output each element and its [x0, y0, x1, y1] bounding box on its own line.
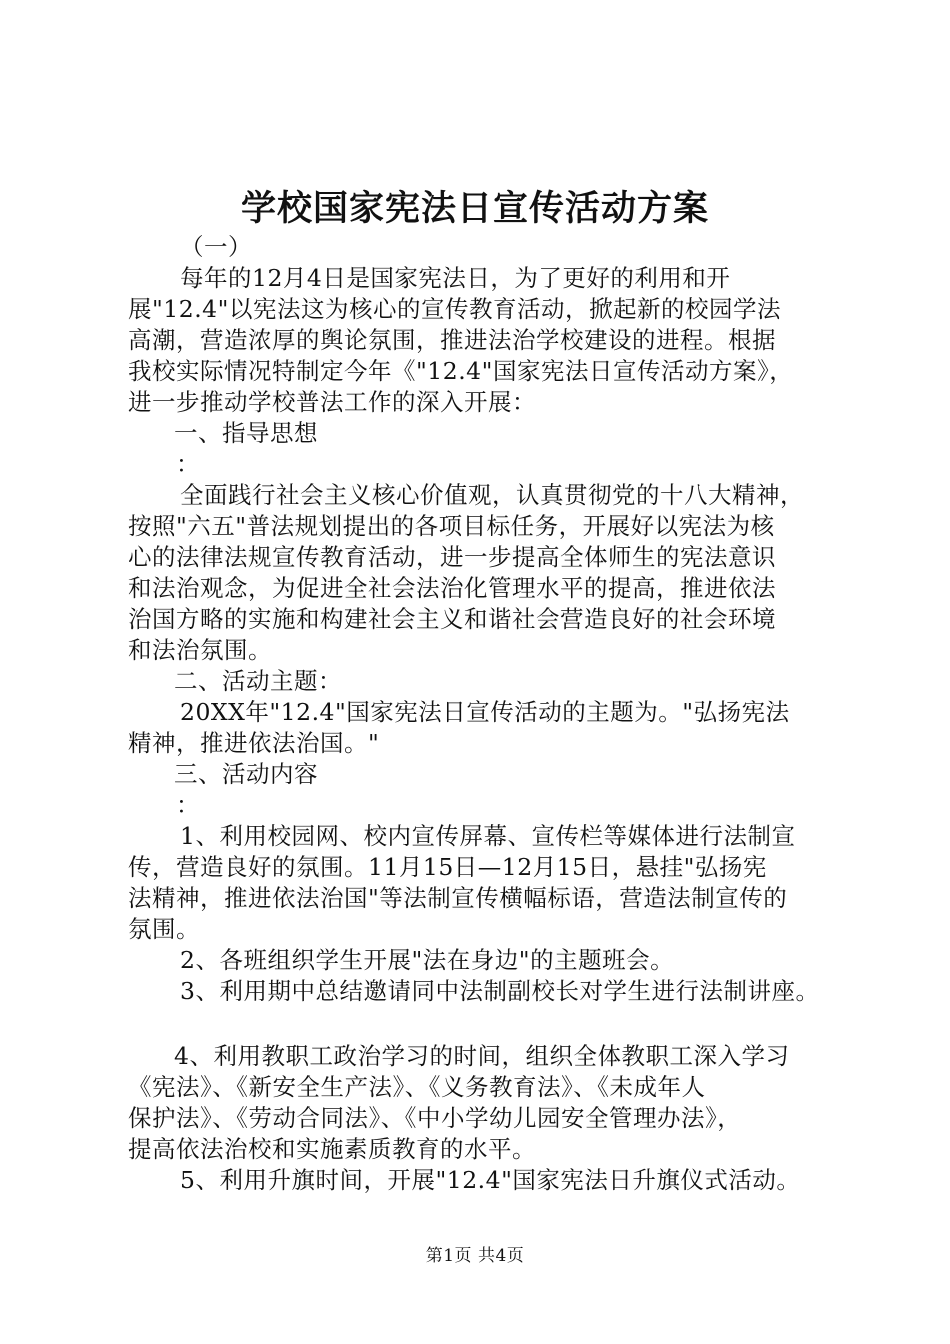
section-heading: 一、指导思想: [174, 419, 318, 447]
paragraph-line: 20XX年"12.4"国家宪法日宣传活动的主题为。"弘扬宪法: [180, 698, 790, 726]
list-item-line: 法精神，推进依法治国"等法制宣传横幅标语，营造法制宣传的: [128, 884, 788, 912]
list-item-line: 传，营造良好的氛围。11月15日—12月15日，悬挂"弘扬宪: [128, 853, 767, 881]
paragraph-line: 按照"六五"普法规划提出的各项目标任务，开展好以宪法为核: [128, 512, 775, 540]
list-item-line: 1、利用校园网、校内宣传屏幕、宣传栏等媒体进行法制宣: [180, 822, 796, 850]
list-item-line: 2、各班组织学生开展"法在身边"的主题班会。: [180, 946, 675, 974]
section-heading: 二、活动主题：: [174, 667, 342, 695]
paragraph-line: 进一步推动学校普法工作的深入开展：: [128, 388, 536, 416]
paragraph-line: 我校实际情况特制定今年《"12.4"国家宪法日宣传活动方案》，: [128, 357, 794, 385]
list-item-line: 4、利用教职工政治学习的时间，组织全体教职工深入学习: [174, 1042, 790, 1070]
paragraph-line: 高潮，营造浓厚的舆论氛围，推进法治学校建设的进程。根据: [128, 326, 776, 354]
paragraph-line: 和法治观念，为促进全社会法治化管理水平的提高，推进依法: [128, 574, 776, 602]
paragraph-line: 心的法律法规宣传教育活动，进一步提高全体师生的宪法意识: [128, 543, 776, 571]
page-footer: 第1页 共4页: [425, 1246, 525, 1266]
paragraph-line: 全面践行社会主义核心价值观，认真贯彻党的十八大精神，: [180, 481, 804, 509]
list-item-line: 3、利用期中总结邀请同中法制副校长对学生进行法制讲座。: [180, 977, 820, 1005]
document-title: 学校国家宪法日宣传活动方案: [240, 188, 709, 229]
paragraph-line: 每年的12月4日是国家宪法日，为了更好的利用和开: [180, 264, 731, 292]
paragraph-line: 治国方略的实施和构建社会主义和谐社会营造良好的社会环境: [128, 605, 776, 633]
document-body: [128, 232, 850, 1196]
paragraph-line: 展"12.4"以宪法这为核心的宣传教育活动，掀起新的校园学法: [128, 295, 781, 323]
section-marker: （一）: [180, 233, 252, 261]
list-item-line: 5、利用升旗时间，开展"12.4"国家宪法日升旗仪式活动。: [180, 1166, 801, 1194]
heading-colon: ：: [176, 791, 200, 819]
blank-line: [128, 1007, 850, 1041]
list-item-line: 《宪法》、《新安全生产法》、《义务教育法》、《未成年人: [128, 1073, 706, 1101]
heading-colon: ：: [176, 450, 200, 478]
list-item-line: 氛围。: [128, 915, 200, 943]
list-item-line: 提高依法治校和实施素质教育的水平。: [128, 1135, 536, 1163]
list-item-line: 保护法》、《劳动合同法》、《中小学幼儿园安全管理办法》，: [128, 1104, 742, 1132]
paragraph-line: 精神，推进依法治国。": [128, 729, 380, 757]
section-heading: 三、活动内容: [174, 760, 318, 788]
paragraph-line: 和法治氛围。: [128, 636, 272, 664]
